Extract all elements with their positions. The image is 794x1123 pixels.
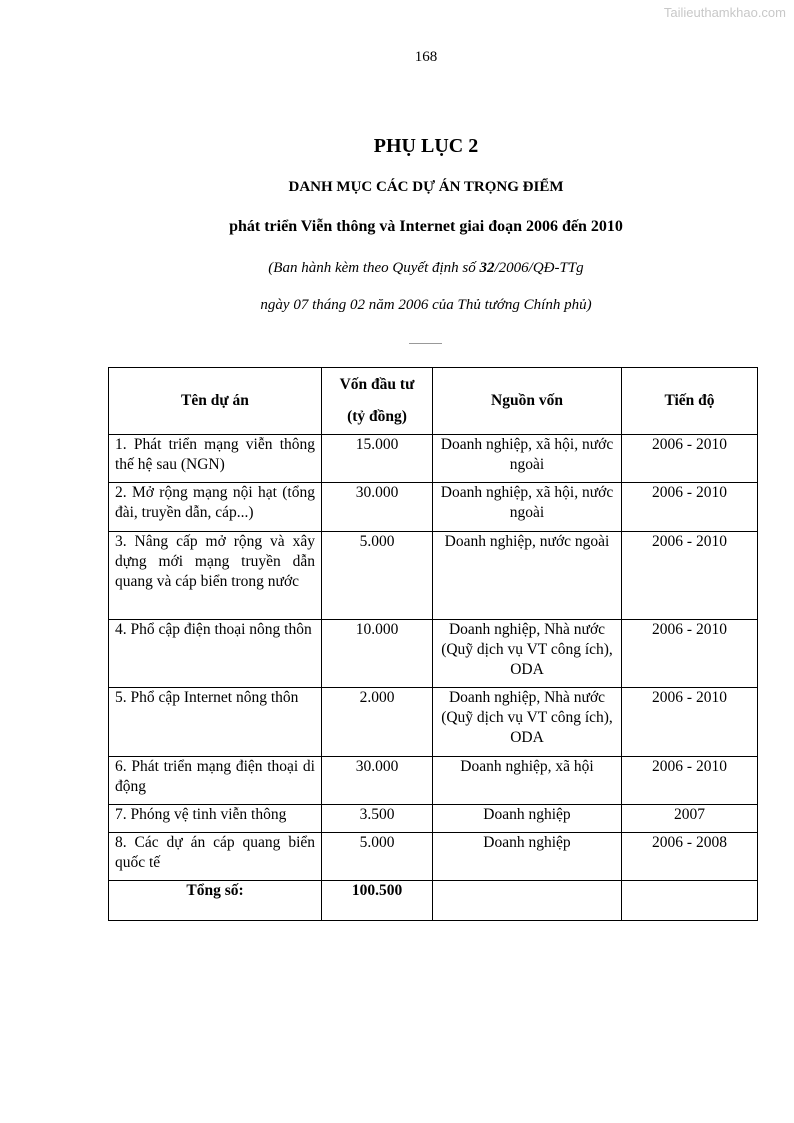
row-progress: 2007 (622, 805, 758, 833)
header-capital (322, 368, 433, 435)
total-capital: 100.500 (322, 881, 433, 921)
row-name: 3. Nâng cấp mở rộng và xây dựng mới mạng truyền dẫn quang và cáp biển trong nước (109, 532, 322, 620)
divider (409, 343, 442, 344)
row-name: 6. Phát triển mạng điện thoại di động (109, 757, 322, 805)
appendix-subtitle-2: phát triển Viễn thông và Internet giai đoạn 2006 đến 2010 (229, 218, 623, 235)
table-header-row (109, 368, 758, 435)
table-row (109, 483, 758, 532)
issued-note (0, 260, 794, 277)
row-progress: 2006 - 2010 (622, 620, 758, 688)
row-source: Doanh nghiệp, xã hội (433, 757, 622, 805)
header-name: Tên dự án (109, 368, 322, 435)
row-source: Doanh nghiệp, xã hội, nước ngoài (433, 483, 622, 532)
row-progress: 2006 - 2010 (622, 483, 758, 532)
row-name: 7. Phóng vệ tinh viễn thông (109, 805, 322, 833)
row-progress: 2006 - 2010 (622, 688, 758, 757)
issued-number: 32 (479, 260, 495, 276)
page-number: 168 (414, 49, 438, 65)
header-capital-line2: (tỷ đồng) (347, 408, 407, 425)
row-capital: 3.500 (322, 805, 433, 833)
row-source: Doanh nghiệp (433, 805, 622, 833)
row-capital: 5.000 (322, 532, 433, 620)
header-source: Nguồn vốn (433, 368, 622, 435)
issued-note-date: ngày 07 tháng 02 năm 2006 của Thủ tướng Chính phủ) (260, 297, 592, 313)
row-source: Doanh nghiệp, xã hội, nước ngoài (433, 435, 622, 483)
watermark: Tailieuthamkhao.com (663, 5, 786, 20)
table-row (109, 833, 758, 881)
table-row (109, 757, 758, 805)
row-capital: 30.000 (322, 757, 433, 805)
row-capital: 30.000 (322, 483, 433, 532)
total-source-empty (433, 881, 622, 921)
total-progress-empty (622, 881, 758, 921)
row-source: Doanh nghiệp (433, 833, 622, 881)
row-name: 5. Phổ cập Internet nông thôn (109, 688, 322, 757)
row-name: 4. Phổ cập điện thoại nông thôn (109, 620, 322, 688)
table-row (109, 620, 758, 688)
row-progress: 2006 - 2010 (622, 532, 758, 620)
row-source: Doanh nghiệp, Nhà nước (Quỹ dịch vụ VT công ích), ODA (433, 688, 622, 757)
total-label: Tổng số: (109, 881, 322, 921)
projects-table (108, 367, 758, 921)
table-total-row (109, 881, 758, 921)
row-capital: 10.000 (322, 620, 433, 688)
header-capital-line1: Vốn đầu tư (339, 376, 415, 393)
table-row (109, 435, 758, 483)
issued-prefix: (Ban hành kèm theo Quyết định số (268, 260, 480, 276)
row-capital: 5.000 (322, 833, 433, 881)
row-name: 1. Phát triển mạng viễn thông thế hệ sau (NGN) (109, 435, 322, 483)
row-source: Doanh nghiệp, nước ngoài (433, 532, 622, 620)
row-capital: 15.000 (322, 435, 433, 483)
row-name: 2. Mở rộng mạng nội hạt (tổng đài, truyền dẫn, cáp...) (109, 483, 322, 532)
table-row (109, 805, 758, 833)
header-progress: Tiến độ (622, 368, 758, 435)
row-progress: 2006 - 2010 (622, 757, 758, 805)
row-progress: 2006 - 2010 (622, 435, 758, 483)
row-source: Doanh nghiệp, Nhà nước (Quỹ dịch vụ VT công ích), ODA (433, 620, 622, 688)
row-capital: 2.000 (322, 688, 433, 757)
table-row (109, 688, 758, 757)
issued-suffix: /2006/QĐ-TTg (494, 260, 584, 276)
row-progress: 2006 - 2008 (622, 833, 758, 881)
table-row (109, 532, 758, 620)
appendix-subtitle: DANH MỤC CÁC DỰ ÁN TRỌNG ĐIỂM (288, 179, 564, 195)
appendix-title: PHỤ LỤC 2 (373, 135, 479, 157)
row-name: 8. Các dự án cáp quang biển quốc tế (109, 833, 322, 881)
